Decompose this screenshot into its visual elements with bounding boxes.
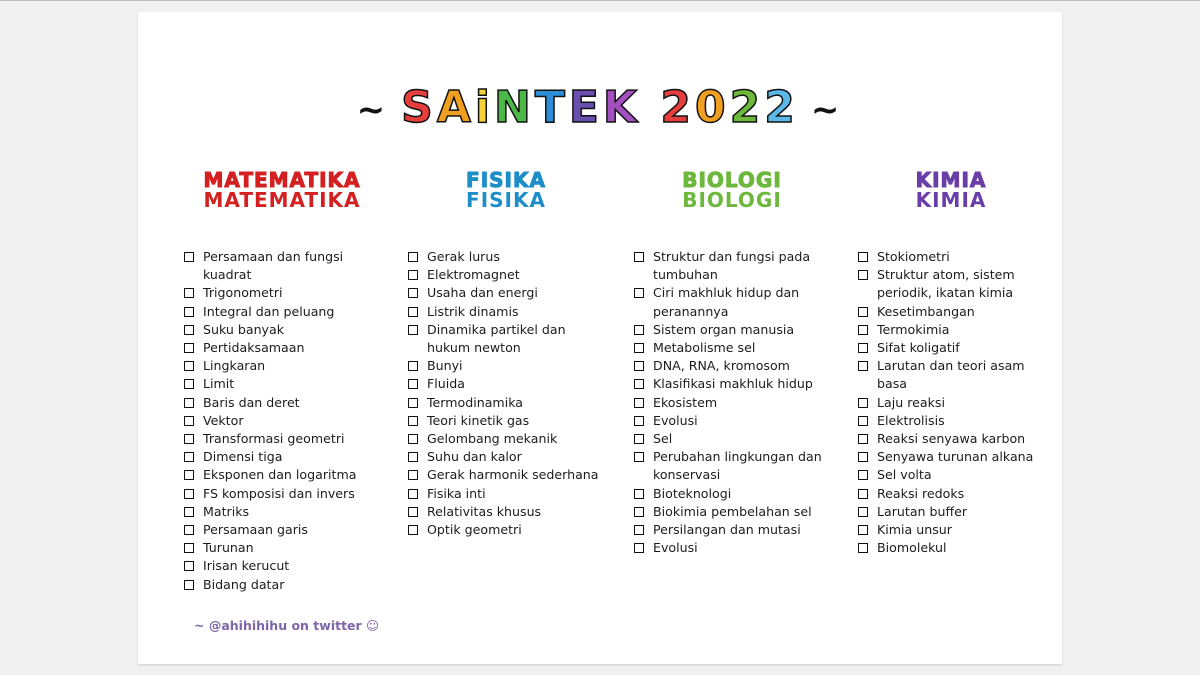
topic-item — [856, 430, 1046, 448]
topic-item — [182, 466, 382, 484]
topic-item — [406, 284, 606, 302]
topic-label: Gerak lurus — [427, 249, 500, 264]
checkbox[interactable] — [634, 452, 644, 462]
checkbox[interactable] — [184, 343, 194, 353]
topic-label: Senyawa turunan alkana — [877, 449, 1034, 465]
checkbox[interactable] — [184, 525, 194, 535]
topic-item — [406, 394, 606, 412]
checkbox[interactable] — [184, 252, 194, 262]
topic-label: Stokiometri — [877, 249, 950, 264]
checkbox[interactable] — [184, 561, 194, 571]
checkbox[interactable] — [858, 470, 868, 480]
topic-label: Transformasi geometri — [203, 431, 345, 447]
column-heading — [856, 170, 1046, 222]
checkbox[interactable] — [408, 325, 418, 335]
topic-label: Gelombang mekanik — [427, 431, 558, 447]
topic-item — [632, 485, 832, 503]
page-title — [138, 82, 1062, 133]
checkbox[interactable] — [408, 525, 418, 535]
topic-item — [406, 357, 606, 375]
title-letter: 2 — [764, 82, 799, 133]
topic-label: Biokimia pembelahan sel — [653, 503, 812, 519]
checkbox[interactable] — [184, 470, 194, 480]
topic-item — [856, 521, 1046, 539]
title-letter — [641, 82, 660, 133]
topic-label: Elektrolisis — [877, 412, 945, 428]
checkbox[interactable] — [634, 252, 644, 262]
topic-label: Bunyi — [427, 358, 463, 374]
topic-label: Relativitas khusus — [427, 503, 542, 519]
checkbox[interactable] — [858, 270, 868, 280]
topic-label: Fisika inti — [427, 485, 486, 501]
checkbox[interactable] — [634, 489, 644, 499]
topic-label: Eksponen dan logaritma — [203, 467, 357, 483]
checkbox[interactable] — [184, 307, 194, 317]
checkbox[interactable] — [184, 361, 194, 371]
topic-item — [856, 321, 1046, 339]
topic-item — [632, 394, 832, 412]
topic-label: Reaksi redoks — [877, 485, 965, 501]
topic-label: Optik geometri — [427, 522, 522, 538]
checkbox[interactable] — [858, 307, 868, 317]
heading-solid: MATEMATIKA — [203, 188, 361, 212]
topic-label: Sel volta — [877, 467, 932, 483]
column-matematika — [182, 170, 382, 594]
topic-item — [182, 576, 382, 594]
topic-item — [406, 412, 606, 430]
topic-label: Bioteknologi — [653, 485, 732, 501]
topic-item — [856, 466, 1046, 484]
topic-list — [406, 248, 606, 539]
heading-solid: FISIKA — [466, 188, 546, 212]
topic-label: Matriks — [203, 503, 250, 519]
topic-label: Elektromagnet — [427, 267, 520, 283]
topic-label: DNA, RNA, kromosom — [653, 358, 790, 374]
checkbox[interactable] — [634, 543, 644, 553]
topic-item — [182, 503, 382, 521]
checkbox[interactable] — [858, 434, 868, 444]
topic-list — [632, 248, 832, 557]
topic-label: Dinamika partikel dan hukum newton — [427, 321, 566, 356]
topic-item — [632, 375, 832, 393]
checkbox[interactable] — [408, 470, 418, 480]
title-tilde-left: ~ — [356, 90, 390, 130]
credit-text: ~ @ahihihihu on twitter ☺ — [194, 618, 380, 633]
topic-item — [182, 321, 382, 339]
checkbox[interactable] — [184, 580, 194, 590]
topic-label: Integral dan peluang — [203, 303, 335, 319]
topic-label: Larutan dan teori asam basa — [877, 358, 1025, 392]
checkbox[interactable] — [408, 252, 418, 262]
topic-item — [182, 248, 382, 284]
topic-label: Laju reaksi — [877, 394, 945, 410]
checkbox[interactable] — [858, 525, 868, 535]
topic-item — [406, 248, 606, 266]
title-letter: N — [494, 82, 535, 133]
topic-label: Larutan buffer — [877, 503, 968, 519]
checkbox[interactable] — [858, 325, 868, 335]
topic-label: Persamaan dan fungsi kuadrat — [203, 249, 344, 283]
topic-item — [856, 485, 1046, 503]
topic-item — [182, 357, 382, 375]
topic-item — [856, 357, 1046, 393]
checkbox[interactable] — [184, 288, 194, 298]
topic-item — [182, 430, 382, 448]
checkbox[interactable] — [408, 398, 418, 408]
window-top-border — [0, 0, 1200, 1]
checkbox[interactable] — [408, 361, 418, 371]
topic-item — [632, 248, 832, 284]
checkbox[interactable] — [408, 288, 418, 298]
topic-item — [406, 521, 606, 539]
topic-label: Trigonometri — [203, 285, 283, 301]
title-letter: 2 — [660, 82, 695, 133]
checkbox[interactable] — [184, 543, 194, 553]
topic-item — [182, 485, 382, 503]
checkbox[interactable] — [184, 507, 194, 517]
title-letter: S — [401, 82, 437, 133]
checkbox[interactable] — [184, 489, 194, 499]
checkbox[interactable] — [858, 489, 868, 499]
checkbox[interactable] — [634, 398, 644, 408]
topic-item — [182, 284, 382, 302]
checkbox[interactable] — [634, 379, 644, 389]
topic-label: Listrik dinamis — [427, 303, 519, 319]
topic-item — [856, 248, 1046, 266]
topic-list — [856, 248, 1046, 557]
checkbox[interactable] — [184, 452, 194, 462]
topic-item — [856, 394, 1046, 412]
checkbox[interactable] — [858, 343, 868, 353]
checkbox[interactable] — [858, 361, 868, 371]
column-fisika — [406, 170, 606, 539]
checkbox[interactable] — [408, 416, 418, 426]
checkbox[interactable] — [408, 379, 418, 389]
checkbox[interactable] — [634, 325, 644, 335]
checkbox[interactable] — [408, 434, 418, 444]
topic-label: Bidang datar — [203, 576, 285, 592]
topic-item — [182, 303, 382, 321]
checkbox[interactable] — [408, 270, 418, 280]
topic-label: Sifat koligatif — [877, 340, 960, 356]
topic-label: Dimensi tiga — [203, 449, 283, 465]
checkbox[interactable] — [184, 379, 194, 389]
topic-label: Limit — [203, 376, 235, 392]
topic-label: Gerak harmonik sederhana — [427, 467, 599, 483]
topic-label: Baris dan deret — [203, 394, 300, 410]
checkbox[interactable] — [634, 507, 644, 517]
column-heading — [632, 170, 832, 222]
topic-item — [182, 375, 382, 393]
topic-item — [182, 557, 382, 575]
checkbox[interactable] — [858, 543, 868, 553]
topic-label: Termodinamika — [427, 394, 523, 410]
topic-item — [406, 266, 606, 284]
title-letter: 2 — [729, 82, 765, 133]
topic-item — [632, 321, 832, 339]
topic-label: Irisan kerucut — [203, 558, 290, 574]
topic-label: Kimia unsur — [877, 522, 952, 538]
topic-label: Lingkaran — [203, 358, 266, 374]
topic-label: Perubahan lingkungan dan konservasi — [653, 449, 822, 483]
checkbox[interactable] — [408, 452, 418, 462]
topic-label: Struktur atom, sistem periodik, ikatan kimia — [877, 267, 1015, 301]
checkbox[interactable] — [634, 525, 644, 535]
topic-label: Turunan — [203, 540, 254, 556]
topic-item — [182, 412, 382, 430]
topic-item — [632, 430, 832, 448]
topic-label: Klasifikasi makhluk hidup — [653, 376, 813, 392]
heading-outline: MATEMATIKA — [203, 168, 361, 192]
checkbox[interactable] — [634, 434, 644, 444]
topic-list — [182, 248, 382, 594]
topic-label: Fluida — [427, 376, 465, 392]
topic-item — [406, 321, 606, 357]
topic-item — [182, 448, 382, 466]
topic-label: FS komposisi dan invers — [203, 485, 355, 501]
checkbox[interactable] — [184, 434, 194, 444]
checkbox[interactable] — [634, 361, 644, 371]
topic-item — [632, 284, 832, 320]
topic-label: Usaha dan energi — [427, 285, 538, 301]
topic-label: Metabolisme sel — [653, 340, 756, 356]
column-kimia — [856, 170, 1046, 557]
topic-label: Suhu dan kalor — [427, 449, 522, 465]
topic-label: Teori kinetik gas — [427, 412, 530, 428]
topic-label: Kesetimbangan — [877, 303, 975, 319]
heading-solid: KIMIA — [915, 188, 987, 212]
topic-label: Ekosistem — [653, 394, 718, 410]
title-text — [401, 82, 799, 133]
checkbox[interactable] — [858, 252, 868, 262]
checkbox[interactable] — [408, 507, 418, 517]
checkbox[interactable] — [634, 288, 644, 298]
topic-item — [632, 339, 832, 357]
topic-item — [632, 412, 832, 430]
topic-item — [632, 539, 832, 557]
checkbox[interactable] — [634, 343, 644, 353]
topic-item — [406, 375, 606, 393]
topic-item — [406, 485, 606, 503]
checkbox[interactable] — [184, 325, 194, 335]
column-biologi — [632, 170, 832, 557]
title-tilde-right: ~ — [810, 90, 844, 130]
checkbox[interactable] — [858, 398, 868, 408]
topic-item — [856, 303, 1046, 321]
heading-outline: BIOLOGI — [682, 168, 782, 192]
column-heading — [406, 170, 606, 222]
title-letter: A — [436, 82, 475, 133]
topic-item — [632, 521, 832, 539]
title-letter: i — [474, 82, 494, 133]
heading-outline: FISIKA — [466, 168, 546, 192]
topic-item — [856, 412, 1046, 430]
heading-outline: KIMIA — [915, 168, 987, 192]
topic-label: Suku banyak — [203, 321, 285, 337]
topic-item — [632, 357, 832, 375]
title-letter: 0 — [694, 82, 730, 133]
title-letter: K — [602, 82, 642, 133]
topic-label: Pertidaksamaan — [203, 340, 305, 356]
topic-item — [632, 503, 832, 521]
checkbox[interactable] — [858, 452, 868, 462]
checkbox[interactable] — [634, 416, 644, 426]
checkbox[interactable] — [184, 416, 194, 426]
topic-item — [182, 539, 382, 557]
topic-label: Termokimia — [877, 321, 950, 337]
topic-item — [406, 448, 606, 466]
topic-label: Ciri makhluk hidup dan peranannya — [653, 285, 800, 319]
topic-label: Sistem organ manusia — [653, 321, 795, 337]
topic-label: Evolusi — [653, 412, 698, 428]
topic-item — [182, 521, 382, 539]
topic-item — [856, 266, 1046, 302]
topic-item — [856, 539, 1046, 557]
topic-item — [406, 303, 606, 321]
checkbox[interactable] — [408, 489, 418, 499]
title-letter: T — [534, 82, 569, 133]
topic-item — [406, 503, 606, 521]
topic-label: Struktur dan fungsi pada tumbuhan — [653, 249, 811, 283]
column-heading — [182, 170, 382, 222]
topic-label: Persamaan garis — [203, 522, 308, 538]
topic-item — [856, 448, 1046, 466]
topic-label: Vektor — [203, 412, 244, 428]
checkbox[interactable] — [858, 416, 868, 426]
topic-label: Sel — [653, 431, 673, 447]
topic-item — [406, 430, 606, 448]
topic-label: Reaksi senyawa karbon — [877, 431, 1026, 447]
checkbox[interactable] — [408, 307, 418, 317]
topic-item — [856, 339, 1046, 357]
checkbox[interactable] — [858, 507, 868, 517]
heading-solid: BIOLOGI — [682, 188, 782, 212]
topic-item — [856, 503, 1046, 521]
topic-item — [182, 339, 382, 357]
document-page — [138, 12, 1062, 664]
topic-label: Persilangan dan mutasi — [653, 522, 801, 538]
topic-item — [632, 448, 832, 484]
topic-label: Evolusi — [653, 540, 698, 556]
topic-item — [182, 394, 382, 412]
title-letter: E — [568, 82, 603, 133]
topic-label: Biomolekul — [877, 540, 947, 556]
checkbox[interactable] — [184, 398, 194, 408]
topic-item — [406, 466, 606, 484]
